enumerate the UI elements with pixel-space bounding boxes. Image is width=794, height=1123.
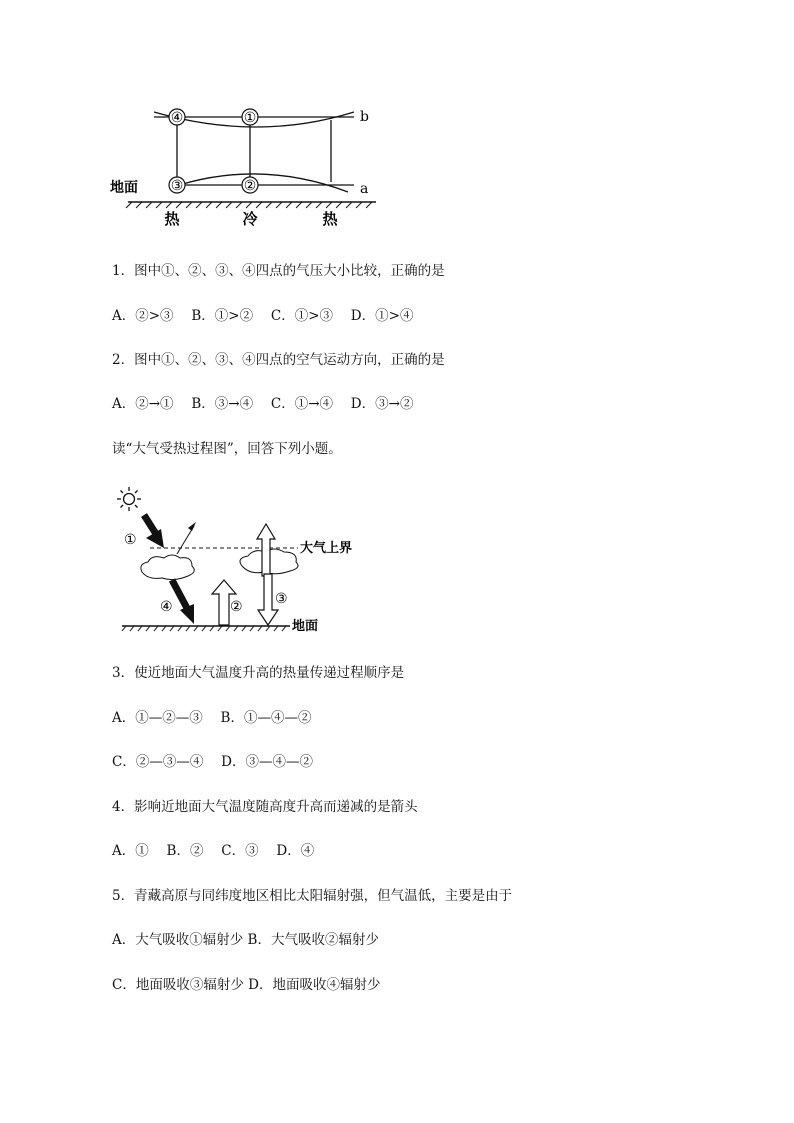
hot-label-left: 热: [164, 210, 180, 228]
arrow-4-label: ④: [160, 599, 173, 615]
ground-label-2: 地面: [292, 619, 319, 634]
upper-boundary-label: 大气上界: [300, 541, 352, 556]
point-2-label: ②: [243, 178, 257, 194]
arrow-3-label: ③: [275, 591, 288, 607]
question-5-options-2: C．地面吸收③辐射少 D．地面吸收④辐射少: [112, 977, 381, 993]
thermal-circulation-diagram: [108, 100, 388, 232]
line-b-label: b: [360, 109, 369, 125]
arrow-1-label: ①: [124, 532, 137, 548]
atmospheric-heating-diagram: [112, 484, 352, 634]
point-4-label: ④: [170, 110, 184, 126]
question-4-options: A．① B．② C．③ D．④: [112, 843, 315, 859]
arrow-2-label: ②: [230, 599, 243, 615]
question-2-options: A．②→① B．③→④ C．①→④ D．③→②: [112, 396, 414, 412]
question-1-stem: 1．图中①、②、③、④四点的气压大小比较，正确的是: [112, 263, 445, 279]
question-5-options-1: A．大气吸收①辐射少 B．大气吸收②辐射少: [112, 932, 379, 948]
question-3-options-1: A．①—②—③ B．①—④—②: [112, 710, 312, 726]
question-3-stem: 3．使近地面大气温度升高的热量传递过程顺序是: [112, 665, 405, 681]
question-1-options: A．②>③ B．①>② C．①>③ D．①>④: [112, 308, 414, 324]
question-5-stem: 5．青藏高原与同纬度地区相比太阳辐射强，但气温低，主要是由于: [112, 888, 513, 904]
question-3-options-2: C．②—③—④ D．③—④—②: [112, 754, 313, 770]
reading-intro: 读“大气受热过程图”，回答下列小题。: [112, 441, 342, 457]
ground-label: 地面: [110, 180, 138, 196]
line-a-label: a: [360, 181, 369, 197]
question-2-stem: 2．图中①、②、③、④四点的空气运动方向，正确的是: [112, 352, 445, 368]
question-4-stem: 4．影响近地面大气温度随高度升高而递减的是箭头: [112, 799, 418, 815]
hot-label-right: 热: [322, 210, 338, 228]
point-1-label: ①: [243, 110, 257, 126]
sun-icon: [117, 487, 141, 511]
cold-label: 冷: [242, 210, 258, 228]
point-3-label: ③: [170, 178, 184, 194]
